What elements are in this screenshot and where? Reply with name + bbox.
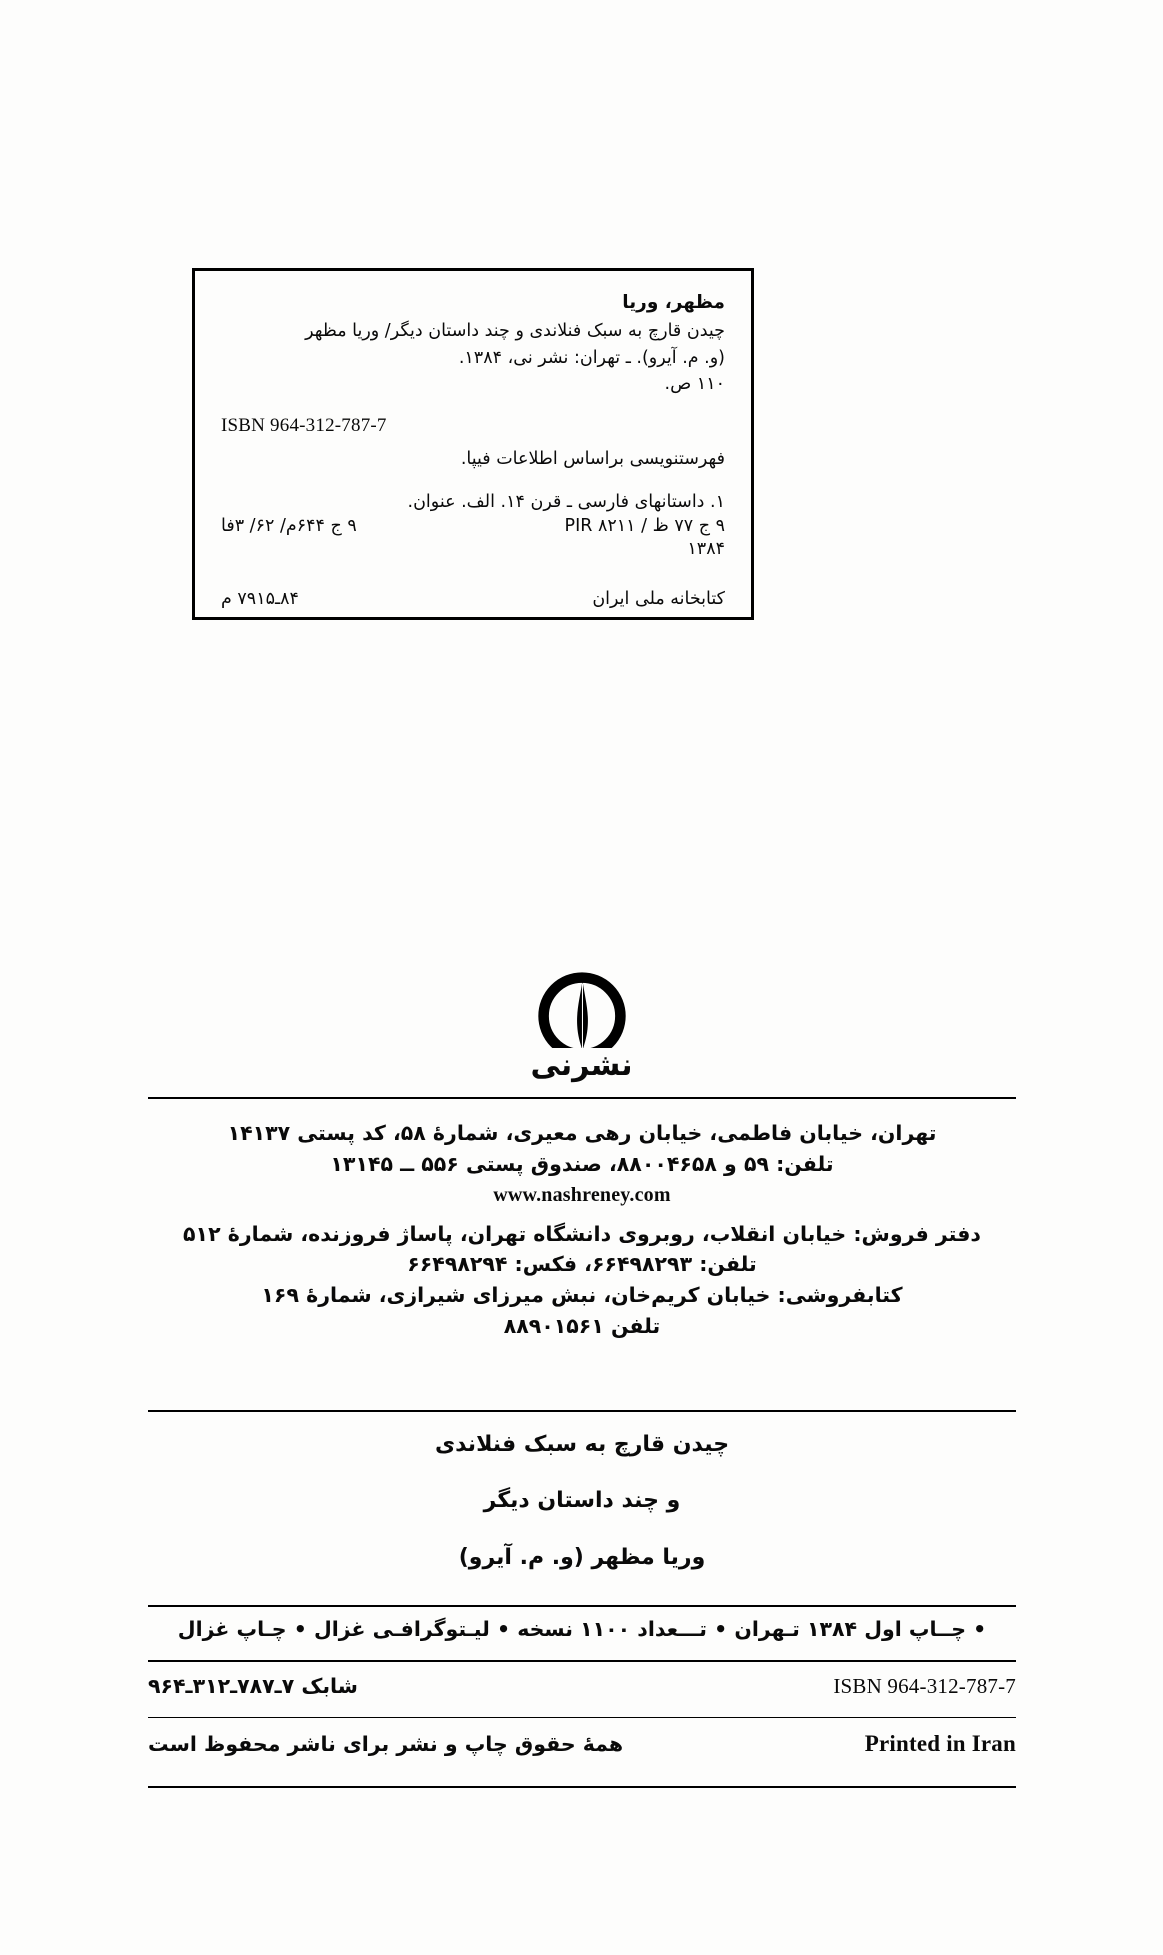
divider-bottom <box>148 1786 1016 1788</box>
cip-extent: ۱۱۰ ص. <box>664 374 725 395</box>
book-title-line-1: چیدن قارچ به سبک فنلاندی <box>434 1432 730 1457</box>
publisher-name: نشرنی <box>520 1048 642 1083</box>
divider-above-title <box>148 1410 1016 1412</box>
head-office-phone: تلفن: ۵۹ و ۸۸۰۰۴۶۵۸، صندوق پستی ۵۵۶ ــ ۱۳۱۴۵ <box>330 1151 834 1176</box>
bookshop-phone: تلفن ۸۸۹۰۱۵۶۱ <box>503 1313 661 1338</box>
cip-author-heading: مظهر، وریا <box>622 292 725 313</box>
cip-call-number-right: ۹ ج ۷۷ ظ / PIR ۸۲۱۱ <box>564 516 725 537</box>
isbn-row <box>148 1674 1016 1699</box>
cip-cataloging-note: فهرستنویسی براساس اطلاعات فیپا. <box>460 448 725 469</box>
printed-in-label: Printed in Iran <box>864 1731 1016 1756</box>
cip-record-box <box>192 268 754 620</box>
spacer <box>221 563 725 589</box>
bookshop-address: کتابفروشی: خیابان کریم‌خان، نبش میرزای شیرازی، شمارهٔ ۱۶۹ <box>261 1283 903 1307</box>
cip-title-statement: چیدن قارچ به سبک فنلاندی و چند داستان دیگر/ وریا مظهر <box>305 321 725 342</box>
spacer <box>221 398 725 415</box>
print-run-info: • چــاپ اول ۱۳۸۴ تـهران • تـــعداد ۱۱۰۰ نسخه • لیـتوگرافـی غزال • چـاپ غزال <box>177 1617 987 1641</box>
spacer <box>221 437 725 446</box>
book-title-block <box>148 1432 1016 1571</box>
book-author: وریا مظهر (و. م. آیرو) <box>458 1544 706 1570</box>
publisher-logo <box>0 968 1163 1118</box>
cip-agency-row <box>221 589 725 609</box>
rights-row <box>148 1731 1016 1757</box>
spacer <box>148 1210 1016 1219</box>
divider-above-printrun <box>148 1605 1016 1607</box>
publisher-address-block <box>148 1118 1016 1342</box>
divider-under-logo <box>148 1097 1016 1099</box>
cip-agency: کتابخانه ملی ایران <box>592 588 725 609</box>
divider-below-isbn <box>148 1717 1016 1718</box>
cip-isbn: ISBN 964-312-787-7 <box>221 414 387 436</box>
spacer <box>221 472 725 489</box>
book-title-line-2: و چند داستان دیگر <box>483 1488 681 1514</box>
cip-call-number-row <box>221 516 725 536</box>
cip-record-number: ۸۴ـ۷۹۱۵ م <box>221 588 299 609</box>
rights-statement-fa: همهٔ حقوق چاپ و نشر برای ناشر محفوظ است <box>148 1732 624 1756</box>
publisher-website[interactable]: www.nashreney.com <box>493 1183 671 1206</box>
isbn-value-en: ISBN 964-312-787-7 <box>833 1674 1016 1698</box>
cip-subject-heading: ۱. داستانهای فارسی ـ قرن ۱۴. الف. عنوان. <box>407 492 725 513</box>
divider-below-printrun <box>148 1660 1016 1662</box>
isbn-label-fa: شابک ۷ـ۷۸۷ـ۳۱۲ـ۹۶۴ <box>148 1674 358 1698</box>
sales-office-address: دفتر فروش: خیابان انقلاب، روبروی دانشگاه تهران، پاساژ فروزنده، شمارهٔ ۵۱۲ <box>183 1221 981 1246</box>
cip-call-number-left: ۹ ج ۶۴۴م/ ۶۲/ ۳فا <box>221 516 357 537</box>
cip-call-number-year: ۱۳۸۴ <box>687 539 725 560</box>
head-office-address: تهران، خیابان فاطمی، خیابان رهی معیری، شمارهٔ ۵۸، کد پستی ۱۴۱۳۷ <box>227 1121 937 1145</box>
cip-imprint: (و. م. آیرو). ـ تهران: نشر نی، ۱۳۸۴. <box>458 347 725 368</box>
sales-office-phone: تلفن: ۶۶۴۹۸۲۹۳، فکس: ۶۶۴۹۸۲۹۴ <box>407 1252 757 1277</box>
